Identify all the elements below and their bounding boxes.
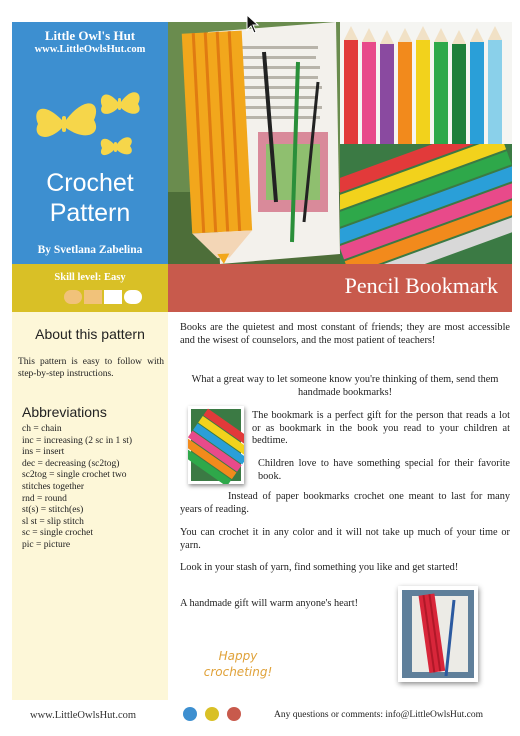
body-paragraph: A handmade gift will warm anyone's heart! [180, 598, 358, 609]
abbreviation-item: dec = decreasing (sc2tog) [22, 458, 120, 469]
dot-blue [183, 707, 197, 721]
abbreviations-heading: Abbreviations [22, 404, 107, 420]
dot-yellow [205, 707, 219, 721]
about-text: This pattern is easy to follow with step-by-step instructions. [18, 357, 164, 379]
happy-crocheting-note [188, 648, 288, 680]
thumbnail-bookmark-photo [398, 586, 478, 682]
body-paragraph: What a great way to let someone know you're thinking of them, send them handmade bookmarks! [191, 374, 499, 398]
pattern-title-line1: Crochet [46, 169, 134, 197]
abbreviation-item: sc2tog = single crochet two [22, 470, 127, 481]
body-paragraph: Children love to have something special for their favorite book. [258, 458, 510, 482]
abbreviation-item: inc = increasing (2 sc in 1 st) [22, 435, 133, 446]
mouse-cursor-icon [246, 14, 260, 34]
abbreviation-item: rnd = round [22, 493, 67, 504]
skill-level-meter [64, 290, 144, 304]
pattern-title-line2: Pattern [49, 199, 131, 227]
thumbnail-pencil-pile [188, 406, 244, 484]
dot-red [227, 707, 241, 721]
abbreviation-item: sl st = slip stitch [22, 516, 84, 527]
brand-url[interactable]: www.LittleOwlsHut.com [34, 44, 146, 55]
skill-level-label: Skill level: Easy [54, 272, 126, 283]
skill-segment-3 [104, 290, 122, 304]
sidebar [12, 312, 168, 700]
product-title: Pencil Bookmark [344, 273, 498, 298]
footer-contact[interactable]: Any questions or comments: info@LittleOwlsHut.com [274, 710, 484, 720]
body-paragraph: You can crochet it in any color and it will not take up much of your time or yarn. [180, 527, 510, 551]
abbreviation-item: pic = picture [22, 539, 71, 550]
abbreviations-list [22, 424, 162, 552]
body-paragraph: Look in your stash of yarn, find something you like and get started! [180, 562, 459, 573]
photo-pencil-row [340, 22, 512, 144]
skill-segment-1 [64, 290, 82, 304]
pattern-title [12, 168, 168, 228]
abbreviation-item: ins = insert [22, 447, 65, 458]
brand-name: Little Owl's Hut [44, 28, 136, 43]
abbreviation-item: st(s) = stitch(es) [22, 505, 84, 516]
about-heading: About this pattern [35, 326, 145, 342]
body-paragraph: Instead of paper bookmarks crochet one meant to last for many years of reading. [180, 491, 510, 515]
closing-line2: crocheting! [203, 665, 273, 679]
abbreviation-item: stitches together [22, 481, 84, 492]
product-panel [168, 264, 512, 312]
abbreviation-item: sc = single crochet [22, 528, 94, 539]
skill-segment-2 [84, 290, 102, 304]
butterfly-logo-icon [32, 80, 152, 170]
footer-color-dots [182, 706, 242, 722]
skill-panel [12, 264, 168, 312]
brand-panel [12, 22, 168, 264]
author-name: By Svetlana Zabelina [37, 244, 143, 256]
abbreviation-item: ch = chain [22, 424, 62, 434]
photo-pencil-fan [340, 144, 512, 264]
photo-bookmark-on-book [168, 22, 340, 264]
body-paragraph: The bookmark is a perfect gift for the person that reads a lot or as bookmark in the book you read to your children at bedtime. [252, 410, 510, 446]
intro-paragraph: Books are the quietest and most constant of friends; they are most accessible and the wisest of counselors, and the most patient of teachers! [180, 322, 510, 346]
skill-segment-4 [124, 290, 142, 304]
closing-line1: Happy [218, 649, 258, 663]
footer-url-link[interactable]: www.LittleOwlsHut.com [30, 710, 137, 721]
